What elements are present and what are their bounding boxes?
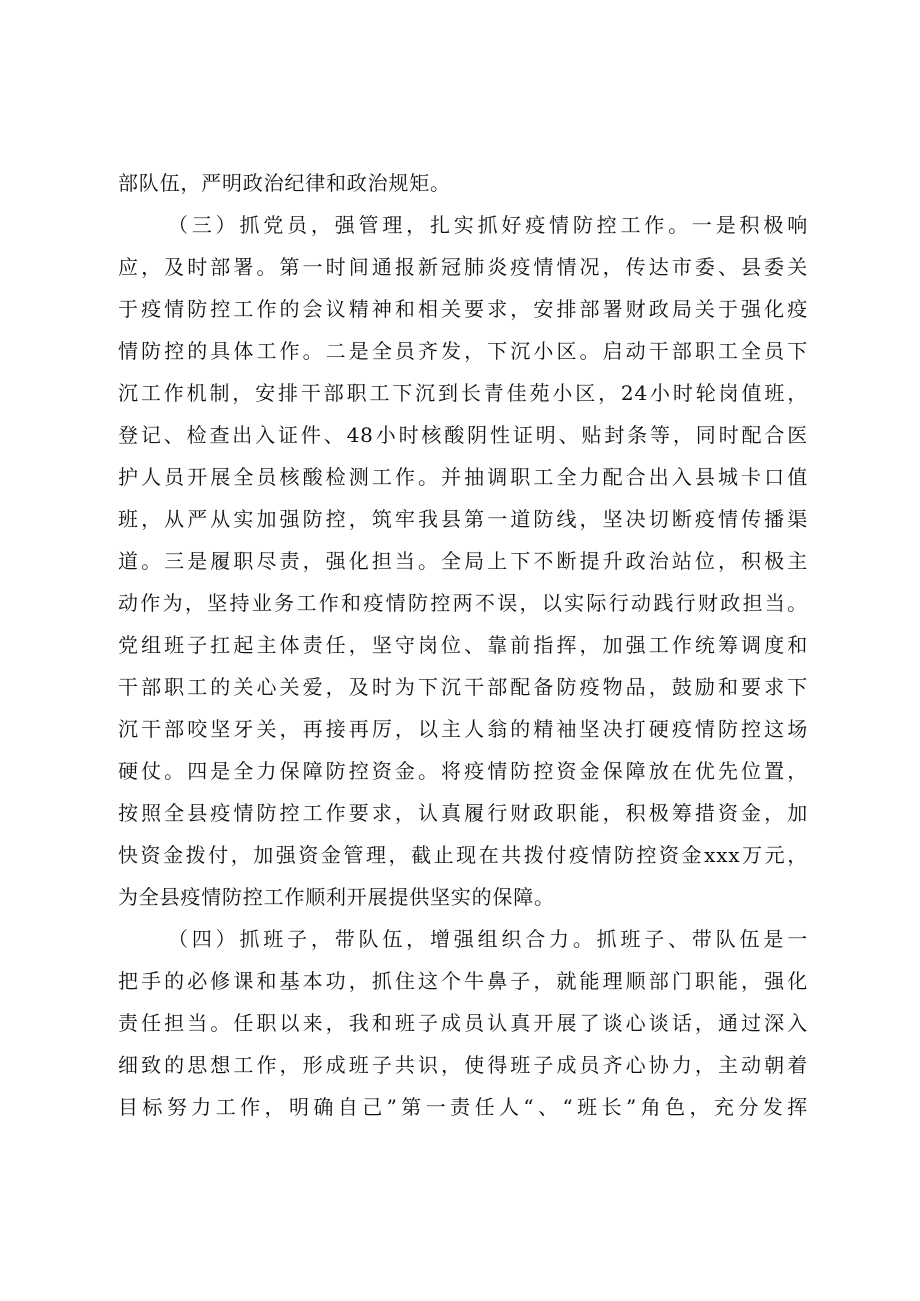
paragraph-line: 沉工作机制，安排干部职工下沉到长青佳苑小区，24小时轮岗值班，: [118, 381, 808, 405]
paragraph-line: 硬仗。四是全力保障防控资金。将疫情防控资金保障放在优先位置，: [118, 759, 808, 783]
paragraph-line: 党组班子扛起主体责任，坚守岗位、靠前指挥，加强工作统筹调度和: [118, 633, 808, 657]
paragraph-line: （三）抓党员，强管理，扎实抓好疫情防控工作。一是积极响: [168, 213, 808, 237]
paragraph-line: 为全县疫情防控工作顺利开展提供坚实的保障。: [118, 885, 555, 909]
paragraph-line: 动作为，坚持业务工作和疫情防控两不误，以实际行动践行财政担当。: [118, 591, 808, 615]
paragraph-line: 按照全县疫情防控工作要求，认真履行财政职能，积极筹措资金，加: [118, 801, 808, 825]
paragraph-line: 责任担当。任职以来，我和班子成员认真开展了谈心谈话，通过深入: [118, 1011, 808, 1035]
paragraph-line: 快资金拨付，加强资金管理，截止现在共拨付疫情防控资金xxx万元，: [118, 843, 808, 867]
paragraph-line: 目标努力工作，明确自己”第一责任人“、“班长”角色，充分发挥: [118, 1095, 808, 1119]
paragraph-line: 于疫情防控工作的会议精神和相关要求，安排部署财政局关于强化疫: [118, 297, 808, 321]
paragraph-line: 护人员开展全员核酸检测工作。并抽调职工全力配合出入县城卡口值: [118, 465, 808, 489]
paragraph-line: 干部职工的关心关爱，及时为下沉干部配备防疫物品，鼓励和要求下: [118, 675, 808, 699]
paragraph-line: 沉干部咬坚牙关，再接再厉，以主人翁的精袖坚决打硬疫情防控这场: [118, 717, 808, 741]
paragraph-line: 情防控的具体工作。二是全员齐发，下沉小区。启动干部职工全员下: [118, 339, 808, 363]
paragraph-line: 道。三是履职尽责，强化担当。全局上下不断提升政治站位，积极主: [118, 549, 808, 573]
paragraph-line: 部队伍，严明政治纪律和政治规矩。: [118, 171, 451, 195]
paragraph-line: （四）抓班子，带队伍，增强组织合力。抓班子、带队伍是一: [168, 927, 808, 951]
paragraph-line: 班，从严从实加强防控，筑牢我县第一道防线，坚决切断疫情传播渠: [118, 507, 808, 531]
document-body: [118, 162, 808, 1128]
paragraph-line: 细致的思想工作，形成班子共识，使得班子成员齐心协力，主动朝着: [118, 1053, 808, 1077]
paragraph-line: 登记、检查出入证件、48小时核酸阴性证明、贴封条等，同时配合医: [118, 423, 808, 447]
paragraph-line: 应，及时部署。第一时间通报新冠肺炎疫情情况，传达市委、县委关: [118, 255, 808, 279]
paragraph-line: 把手的必修课和基本功，抓住这个牛鼻子，就能理顺部门职能，强化: [118, 969, 808, 993]
